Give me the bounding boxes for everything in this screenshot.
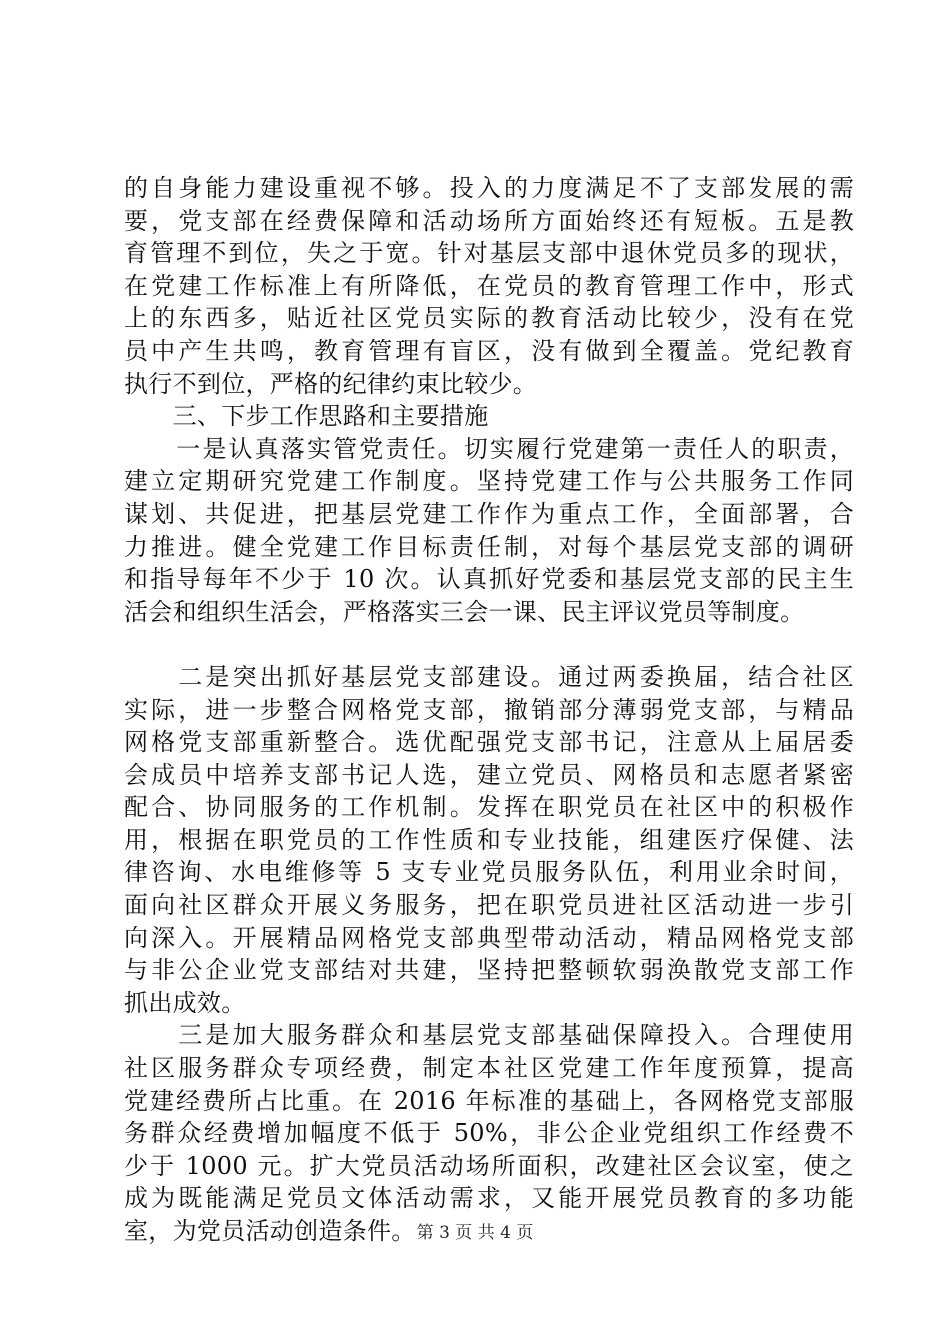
text-line: 抓出成效。 [124,988,246,1017]
text-line: 建立定期研究党建工作制度。坚持党建工作与公共服务工作同 [124,467,854,496]
text-line: 三是加大服务群众和基层党支部基础保障投入。合理使用 [124,1021,854,1050]
text-line: 会成员中培养支部书记人选，建立党员、网格员和志愿者紧密 [124,760,854,789]
text-line: 和指导每年不少于 10 次。认真抓好党委和基层党支部的民主生 [124,565,854,594]
body-text [124,172,854,1248]
text-line: 在党建工作标准上有所降低，在党员的教育管理工作中，形式 [124,271,854,300]
text-line: 配合、协同服务的工作机制。发挥在职党员在社区中的积极作 [124,793,854,822]
text-line: 律咨询、水电维修等 5 支专业党员服务队伍，利用业余时间， [124,858,854,887]
text-line: 活会和组织生活会，严格落实三会一课、民主评议党员等制度。 [124,597,805,626]
text-line: 面向社区群众开展义务服务，把在职党员进社区活动进一步引 [124,891,854,920]
text-line: 育管理不到位，失之于宽。针对基层支部中退休党员多的现状， [124,239,854,268]
text-line: 室，为党员活动创造条件。 [124,1217,416,1245]
text-line: 力推进。健全党建工作目标责任制，对每个基层党支部的调研 [124,532,854,561]
text-line: 成为既能满足党员文体活动需求，又能开展党员教育的多功能 [124,1184,854,1213]
text-line: 谋划、共促进，把基层党建工作作为重点工作，全面部署，合 [124,499,854,528]
text-line: 员中产生共鸣，教育管理有盲区，没有做到全覆盖。党纪教育 [124,336,854,365]
text-line: 向深入。开展精品网格党支部典型带动活动，精品网格党支部 [124,923,854,952]
text-line: 与非公企业党支部结对共建，坚持把整顿软弱涣散党支部工作 [124,956,854,985]
text-line: 一是认真落实管党责任。切实履行党建第一责任人的职责， [124,434,854,463]
page-footer: 第 3 页 共 4 页 [416,1223,534,1243]
text-line: 社区服务群众专项经费，制定本社区党建工作年度预算，提高 [124,1054,854,1083]
text-line: 少于 1000 元。扩大党员活动场所面积，改建社区会议室，使之 [124,1151,854,1180]
text-line: 二是突出抓好基层党支部建设。通过两委换届，结合社区 [124,662,854,691]
text-line: 党建经费所占比重。在 2016 年标准的基础上，各网格党支部服 [124,1086,854,1115]
text-line: 实际，进一步整合网格党支部，撤销部分薄弱党支部，与精品 [124,695,854,724]
text-line: 网格党支部重新整合。选优配强党支部书记，注意从上届居委 [124,728,854,757]
text-line: 务群众经费增加幅度不低于 50%，非公企业党组织工作经费不 [124,1119,854,1148]
text-line: 三、下步工作思路和主要措施 [124,402,489,431]
text-line: 的自身能力建设重视不够。投入的力度满足不了支部发展的需 [124,174,854,202]
text-line: 用，根据在职党员的工作性质和专业技能，组建医疗保健、法 [124,825,854,854]
text-line: 执行不到位，严格的纪律约束比较少。 [124,369,538,398]
text-line: 上的东西多，贴近社区党员实际的教育活动比较少，没有在党 [124,304,854,333]
text-line: 要，党支部在经费保障和活动场所方面始终还有短板。五是教 [124,206,854,235]
paragraph-gap [124,628,854,661]
